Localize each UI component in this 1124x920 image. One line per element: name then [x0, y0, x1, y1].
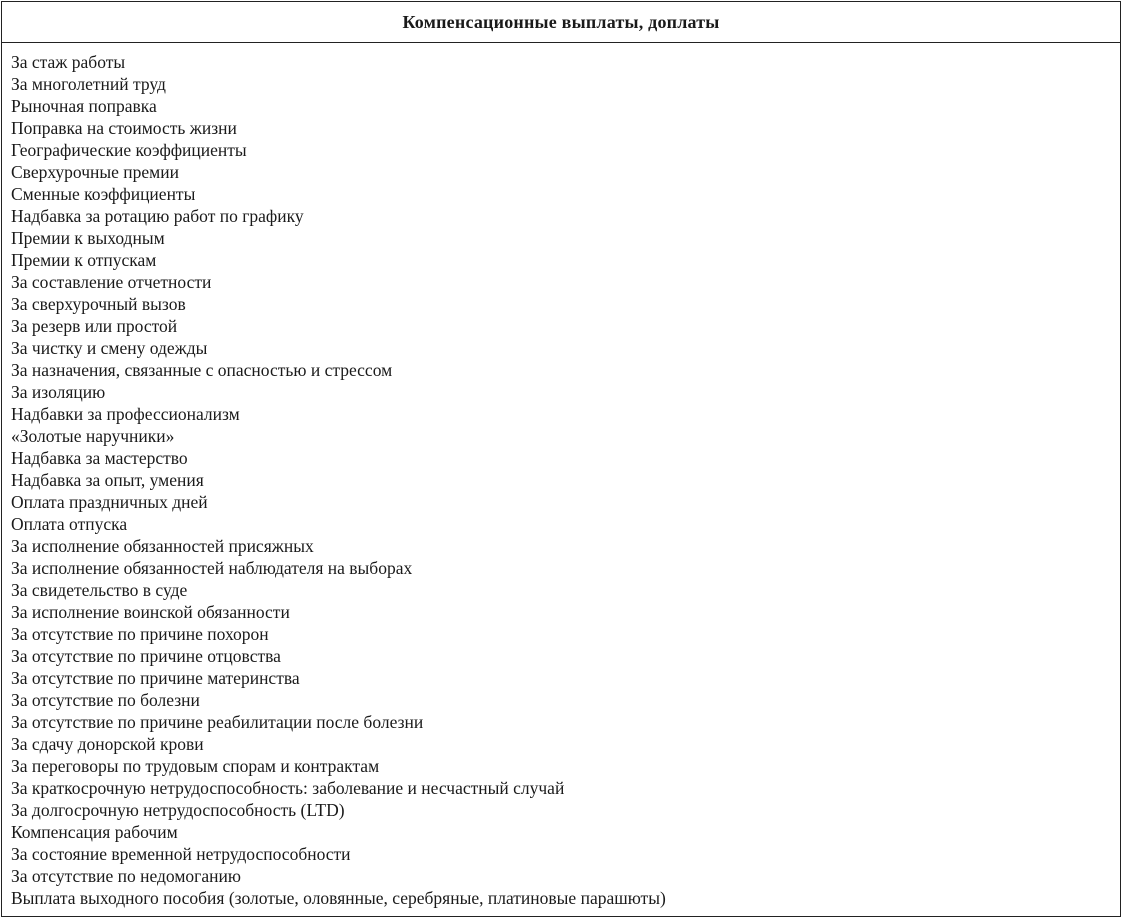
list-item: Сменные коэффициенты: [11, 184, 196, 204]
list-item: За исполнение воинской обязанности: [11, 602, 290, 622]
list-item: За отсутствие по причине отцовства: [11, 646, 281, 666]
list-item: Премии к отпускам: [11, 250, 157, 270]
list-item: Компенсация рабочим: [11, 822, 178, 842]
list-item: За свидетельство в суде: [11, 580, 188, 600]
list-item: Географические коэффициенты: [11, 140, 247, 160]
list-item: Надбавки за профессионализм: [11, 404, 240, 424]
compensation-table: [1, 1, 1121, 917]
list-item: Поправка на стоимость жизни: [11, 118, 237, 138]
list-item: Премии к выходным: [11, 228, 165, 248]
list-item: За резерв или простой: [11, 316, 178, 336]
list-item: За отсутствие по причине материнства: [11, 668, 300, 688]
list-item: За изоляцию: [11, 382, 106, 402]
compensation-list: [2, 43, 1120, 909]
list-item: Надбавка за опыт, умения: [11, 470, 204, 490]
list-item: За исполнение обязанностей присяжных: [11, 536, 314, 556]
list-item: Надбавка за мастерство: [11, 448, 188, 468]
list-item: За отсутствие по причине похорон: [11, 624, 269, 644]
list-item: За многолетний труд: [11, 74, 166, 94]
list-item: За сдачу донорской крови: [11, 734, 204, 754]
list-item: «Золотые наручники»: [11, 426, 175, 446]
table-header-row: [2, 2, 1120, 43]
list-item: За назначения, связанные с опасностью и стрессом: [11, 360, 393, 380]
list-item: За исполнение обязанностей наблюдателя на выборах: [11, 558, 413, 578]
list-item: Сверхурочные премии: [11, 162, 179, 182]
list-item: Рыночная поправка: [11, 96, 157, 116]
list-item: За составление отчетности: [11, 272, 212, 292]
list-item: За стаж работы: [11, 52, 126, 72]
list-item: Оплата праздничных дней: [11, 492, 208, 512]
list-item: Надбавка за ротацию работ по графику: [11, 206, 304, 226]
list-item: Оплата отпуска: [11, 514, 128, 534]
list-item: За переговоры по трудовым спорам и контрактам: [11, 756, 380, 776]
list-item: За краткосрочную нетрудоспособность: заболевание и несчастный случай: [11, 778, 565, 798]
table-header-title: Компенсационные выплаты, доплаты: [402, 11, 720, 32]
list-item: За долгосрочную нетрудоспособность (LTD): [11, 800, 345, 820]
list-item: Выплата выходного пособия (золотые, оловянные, серебряные, платиновые парашюты): [11, 888, 666, 908]
list-item: За отсутствие по причине реабилитации после болезни: [11, 712, 424, 732]
list-item: За сверхурочный вызов: [11, 294, 186, 314]
list-item: За отсутствие по недомоганию: [11, 866, 241, 886]
list-item: За отсутствие по болезни: [11, 690, 200, 710]
list-item: За чистку и смену одежды: [11, 338, 208, 358]
list-item: За состояние временной нетрудоспособности: [11, 844, 351, 864]
